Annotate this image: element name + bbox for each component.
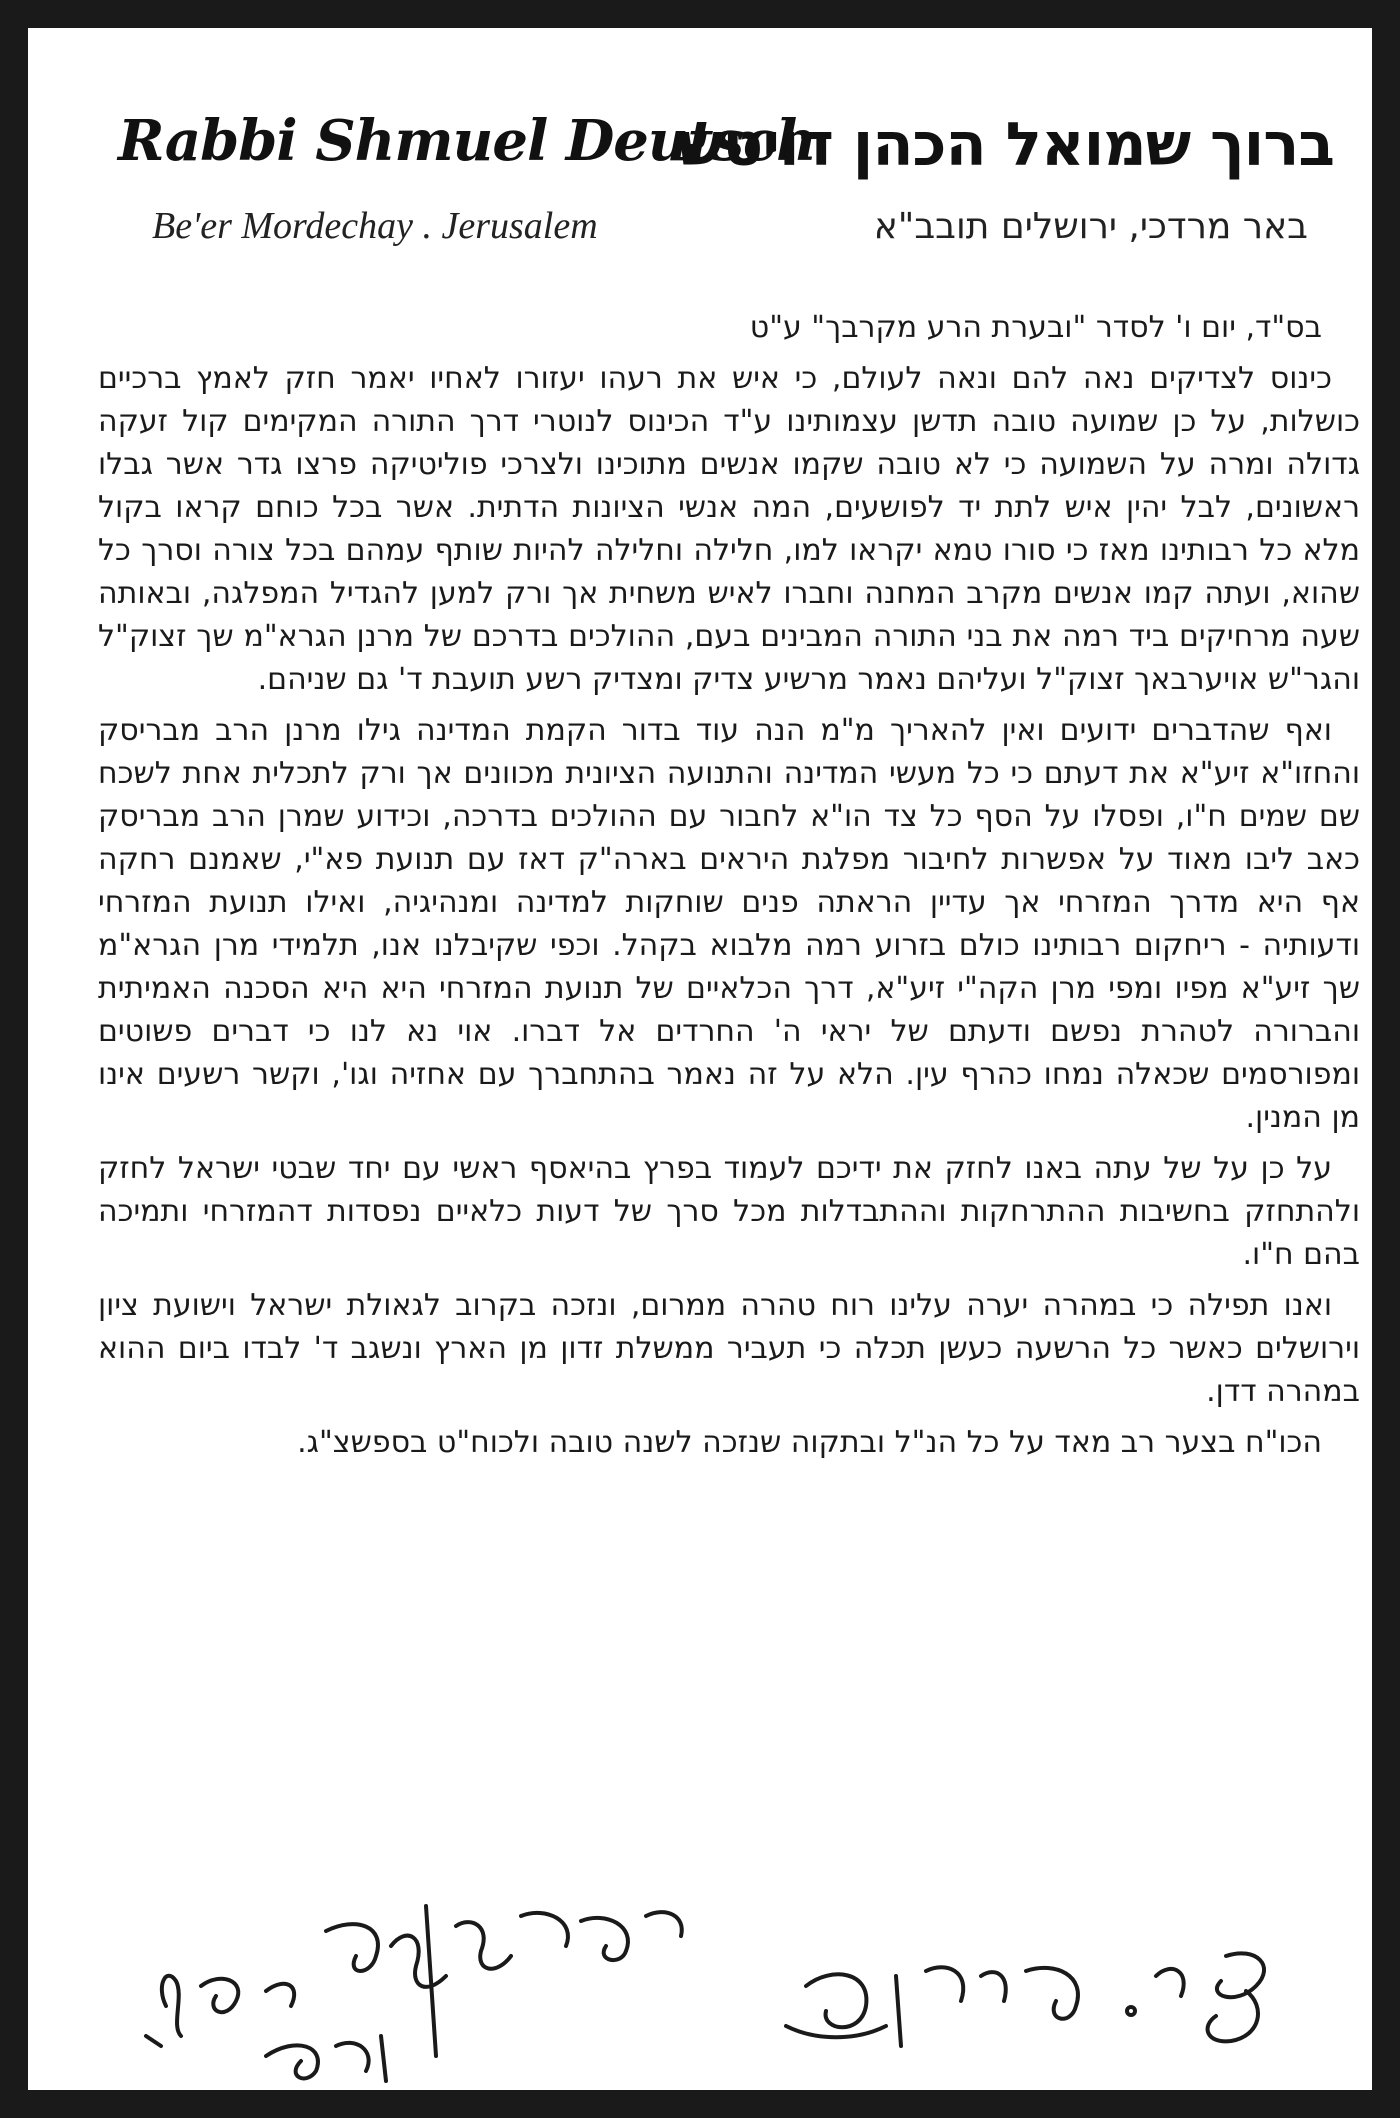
letter-date-line: בס"ד, יום ו' לסדר "ובערת הרע מקרבך" ע"ט bbox=[749, 310, 1322, 345]
signature-area bbox=[56, 1886, 1400, 2096]
letter-closing: הכו"ח בצער רב מאד על כל הנ"ל ובתקוה שנזכה לשנה טובה ולכוח"ט בספשצ"ג. bbox=[297, 1425, 1322, 1460]
address-english: Be'er Mordechay . Jerusalem bbox=[152, 205, 598, 247]
rabbi-name-hebrew: ברוך שמואל הכהן דויטש bbox=[678, 110, 1334, 180]
rabbi-name-english: Rabbi Shmuel Deutsch bbox=[118, 108, 816, 174]
signature-left bbox=[126, 1886, 746, 2096]
signature-right bbox=[776, 1916, 1296, 2076]
letter-paragraph: על כן על של עתה באנו לחזק את ידיכם לעמוד בפרץ בהיאסף ראשי עם יחד שבטי ישראל לחזק ולהתחזק בחשיבות ההתרחקות וההתבדלות מכל סרך של דעות כלאיים נפסדות דהמזרחי ותמיכה בהם ח"ו. bbox=[98, 1151, 1360, 1272]
letterhead bbox=[56, 56, 1400, 276]
letter-body bbox=[98, 306, 1360, 1472]
letter-paragraph: כינוס לצדיקים נאה להם ונאה לעולם, כי איש את רעהו יעזורו לאחיו יאמר חזק לאמץ ברכיים כושלות, על כן שמועה טובה תדשן עצמותינו ע"ד הכינוס לנוטרי דרך התורה המקימים קול זעקה גדולה ומרה על השמועה כי לא טובה שקמו אנשים מתוכינו ולצרכי פוליטיקה פרצו גדר אשר גבלו ראשונים, לבל יהין איש לתת יד לפושעים, המה אנשי הציונות הדתית. אשר בכל כוחם קראו בקול מלא כל רבותינו מאז כי סורו טמא יקראו למו, חלילה וחלילה להיות שותף עמהם בכל צורה וסרך כל שהוא, ועתה קמו אנשים מקרב המחנה וחברו לאיש משחית אך ורק למען להגדיל המפלגה, ובאותה שעה מרחיקים ביד רמה את בני התורה המבינים בעם, ההולכים בדרכם של מרנן הגרא"מ שך זצוק"ל והגר"ש אויערבאך זצוק"ל ועליהם נאמר מרשיע צדיק ומצדיק רשע תועבת ד' גם שניהם. bbox=[98, 361, 1360, 697]
letter-page bbox=[56, 56, 1400, 2118]
address-hebrew: באר מרדכי, ירושלים תובב"א bbox=[873, 206, 1308, 247]
letter-paragraph: ואף שהדברים ידועים ואין להאריך מ"מ הנה עוד בדור הקמת המדינה גילו מרנן הרב מבריסק והחזו"א זיע"א את דעתם כי כל מעשי המדינה והתנועה הציונית מכוונים אך ורק לתכלית אחת לשכח שם שמים ח"ו, ופסלו על הסף כל צד הו"א לחבור עם ההולכים בדרכה, וכידוע שמרן הרב מבריסק כאב ליבו מאוד על אפשרות לחיבור מפלגת היראים בארה"ק דאז עם תנועת פא"י, שאמנם רחקה אף היא מדרך המזרחי אך עדיין הראתה פנים שוחקות למדינה ומנהיגיה, ואילו תנועת המזרחי ודעותיה - ריחקום רבותינו כולם בזרוע רמה מלבוא בקהל. וכפי שקיבלנו אנו, תלמידי מרן הגרא"מ שך זיע"א מפיו ומפי מרן הקה"י זיע"א, דרך הכלאיים של תנועת המזרחי היא היא הסכנה האמיתית והברורה לטהרת נפשם ודעתם של יראי ה' החרדים אל דברו. אוי נא לנו כי דברים פשוטים ומפורסמים שכאלה נמחו כהרף עין. הלא על זה נאמר בהתחברך עם אחזיה וגו', וקשר רשעים אינו מן המנין. bbox=[98, 713, 1360, 1135]
letter-paragraph: ואנו תפילה כי במהרה יערה עלינו רוח טהרה ממרום, ונזכה בקרוב לגאולת ישראל וישועת ציון וירושלים כאשר כל הרשעה כעשן תכלה כי תעביר ממשלת זדון מן הארץ ונשגב ד' לבדו ביום ההוא במהרה דדן. bbox=[98, 1288, 1360, 1409]
